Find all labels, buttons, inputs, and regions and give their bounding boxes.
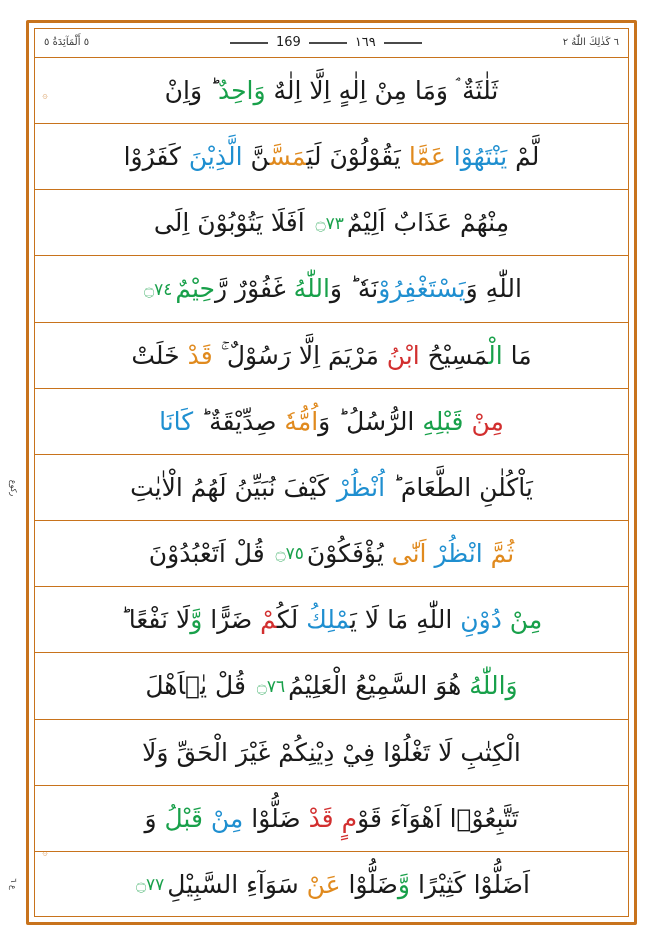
ayah-text-segment: يَسْتَغْفِرُوْ [378, 274, 466, 304]
ayah-text-segment: مِنْ [509, 605, 543, 635]
ayah-text-segment: اُنْظُرْ [336, 472, 386, 502]
ayah-number-marker: ۝٧٥ [275, 544, 304, 565]
ayah-text-segment: ثَلٰثَةٌ ۘ وَمَا مِنْ اِلٰهٍ اِلَّا اِلٰهٌ [265, 75, 499, 105]
ayah-line-text [165, 75, 499, 106]
ayah-lines-container [8, 58, 629, 917]
ayah-line [34, 587, 629, 653]
ayah-text-segment: اَفَلَا يَتُوْبُوْنَ اِلَى [153, 208, 313, 238]
quran-text-body [8, 58, 629, 917]
ayah-text-segment: هُوَ السَّمِيْعُ الْعَلِيْمُ [288, 671, 470, 701]
ayah-text-segment: مَرْيَمَ اِلَّا رَسُوْلٌ ۚ [212, 340, 387, 370]
ayah-text-segment: مَسِيْحُ [419, 340, 489, 370]
ayah-text-segment: يُؤْفَكُوْنَ [306, 539, 392, 569]
ayah-line-text [141, 273, 522, 304]
ayah-number-marker: ۝٧٣ [315, 213, 344, 234]
ayah-text-segment: مَا [502, 340, 532, 370]
ayah-text-segment: سَوَآءِ السَّبِيْلِ [167, 869, 307, 899]
ayah-text-segment: دُوْنِ [460, 605, 502, 635]
ayah-text-segment: اَنّٰى [391, 539, 427, 569]
ayah-text-segment: قَبْلِهِ [422, 406, 464, 436]
ayah-text-segment: حِيْمٌ [175, 274, 215, 304]
ayah-text-segment: اللّٰهِ وَ [465, 274, 522, 304]
ruku-side-mark: رکوع [8, 479, 18, 496]
ornament-bottom-left-icon: ۞ [42, 848, 48, 858]
ayah-text-segment: مٍ [341, 803, 358, 833]
ayah-line-text [131, 340, 531, 371]
ayah-text-segment: مِنْ [210, 803, 244, 833]
ayah-text-segment: تَتَّبِعُوْۤا اَهْوَآءَ قَوْ [357, 803, 519, 833]
ayah-text-segment: كَفَرُوْا [123, 142, 189, 172]
ayah-text-segment: وَّ [190, 605, 211, 635]
ayah-line-text [149, 538, 514, 569]
ayah-text-segment: اللّٰهِ مَا لَا يَ [350, 605, 461, 635]
ayah-text-segment: خَلَتْ [131, 340, 188, 370]
ayah-line-text [154, 207, 509, 238]
ayah-text-segment: ؕ وَاِنْ [164, 75, 218, 105]
ayah-line-text [142, 737, 521, 768]
ayah-text-segment: ضَلُّوْا [340, 869, 398, 899]
ayah-line-text [145, 670, 517, 701]
ayah-number-marker: ۝٧٧ [136, 875, 165, 896]
ayah-text-segment [446, 142, 454, 171]
ayah-line-text [124, 141, 540, 172]
ayah-line [34, 521, 629, 587]
ayah-text-segment: لَكُ [276, 605, 307, 635]
ayah-text-segment: قَدْ [187, 340, 213, 370]
ayah-text-segment: الرُّسُلُ ؕ وَ [318, 406, 423, 436]
ayah-text-segment: قُلْ اَتَعْبُدُوْنَ [148, 539, 273, 569]
ayah-text-segment: نَهٗ ؕ وَ [329, 274, 379, 304]
ayah-text-segment: اَضَلُّوْا كَثِيْرًا [417, 869, 530, 899]
ayah-line [34, 58, 629, 124]
ayah-text-segment: يَنْتَهُوْا [453, 142, 508, 172]
header-surah-left: ٥ أَلْمَآئِدَةُ ٥ [44, 37, 90, 48]
ayah-line [8, 455, 629, 521]
ayah-text-segment: انْظُرْ [434, 539, 483, 569]
ayah-line [34, 323, 629, 389]
ayah-line-text [159, 406, 504, 437]
header-rule-mid [309, 42, 347, 44]
ayah-text-segment: ضَرًّا [210, 605, 261, 635]
ayah-text-segment: يَاْكُلٰنِ الطَّعَامَ ؕ [385, 472, 533, 502]
ayah-number-marker: ۝٧٦ [256, 676, 286, 697]
ayah-text-segment: مْ [260, 605, 277, 635]
ayah-number-marker: ۝٧٤ [144, 279, 173, 300]
ayah-text-segment [334, 804, 342, 833]
ayah-line-text [144, 803, 518, 834]
page-header [34, 28, 629, 58]
ayah-text-segment: الْ [488, 340, 503, 370]
ayah-text-segment: صِدِّيْقَةٌ ؕ [193, 406, 285, 436]
ayah-text-segment: يَقُوْلُوْنَ لَيَ [306, 142, 409, 172]
ayah-text-segment: ثُمَّ [490, 539, 515, 569]
ayah-line [34, 124, 629, 190]
juz-side-mark: ع ٦ [8, 878, 18, 891]
ornament-top-left-icon: ۞ [42, 91, 48, 101]
ayah-text-segment: نَّ [242, 142, 270, 172]
ayah-text-segment: عَنْ [306, 869, 341, 899]
ayah-text-segment [203, 804, 211, 833]
ayah-text-segment [483, 539, 491, 568]
ayah-line-text [133, 869, 530, 900]
ayah-text-segment: وَاحِدٌ [217, 75, 266, 105]
ayah-text-segment: غَفُوْرٌ رَّ [214, 274, 294, 304]
ayah-text-segment: قَبْلُ [164, 803, 203, 833]
ayah-text-segment [502, 605, 510, 634]
page-number-latin: 169 [276, 35, 301, 50]
header-rule-left [230, 42, 268, 44]
ayah-text-segment: لَّمْ [507, 142, 540, 172]
ayah-text-segment: مِنْ [471, 406, 504, 436]
ayah-line [34, 653, 629, 719]
ayah-text-segment: كَانَا [159, 406, 194, 436]
ayah-line [34, 786, 629, 852]
ayah-text-segment: ضَلُّوْا [243, 803, 309, 833]
ayah-line [34, 256, 629, 322]
ayah-text-segment: مِنْهُمْ عَذَابٌ اَلِيْمٌ [346, 208, 510, 238]
page-number-arabic: ١٦٩ [354, 35, 376, 50]
header-page-number-group [230, 35, 422, 50]
ayah-text-segment: قُلْ يٰۤاَهْلَ [145, 671, 254, 701]
ayah-text-segment: وَ [505, 671, 518, 701]
ayah-text-segment: الْكِتٰبِ لَا تَغْلُوْا فِيْ دِيْنِكُمْ غَيْرَ الْحَقِّ وَلَا [142, 737, 521, 767]
ayah-text-segment: عَمَّا [408, 142, 446, 172]
header-surah-right: ٦ كَذٰلِكَ اللّٰهُ ٢ [562, 37, 619, 48]
ayah-line [34, 190, 629, 256]
ayah-text-segment: ابْنُ [386, 340, 420, 370]
ayah-text-segment: الَّذِيْنَ [188, 142, 243, 172]
ayah-text-segment: مَسَّ [269, 142, 307, 172]
ayah-line [34, 720, 629, 786]
ayah-text-segment: وَ [144, 803, 165, 833]
ayah-line [8, 852, 629, 917]
ayah-text-segment: كَيْفَ نُبَيِّنُ لَهُمُ الْاٰيٰتِ [130, 472, 337, 502]
ayah-text-segment: لَا نَفْعًا ؕ [120, 605, 191, 635]
ayah-text-segment: اللّٰهُ [293, 274, 330, 304]
ayah-text-segment: اللّٰهُ [469, 671, 506, 701]
ayah-line-text [121, 604, 542, 635]
ayah-line [34, 389, 629, 455]
ayah-text-segment: قَدْ [308, 803, 334, 833]
ayah-text-segment: مْلِكُ [306, 605, 350, 635]
header-rule-right [384, 42, 422, 44]
ayah-text-segment: اُمُّهٗ [284, 406, 319, 436]
ayah-line-text [130, 472, 533, 503]
ayah-text-segment: وَّ [397, 869, 418, 899]
